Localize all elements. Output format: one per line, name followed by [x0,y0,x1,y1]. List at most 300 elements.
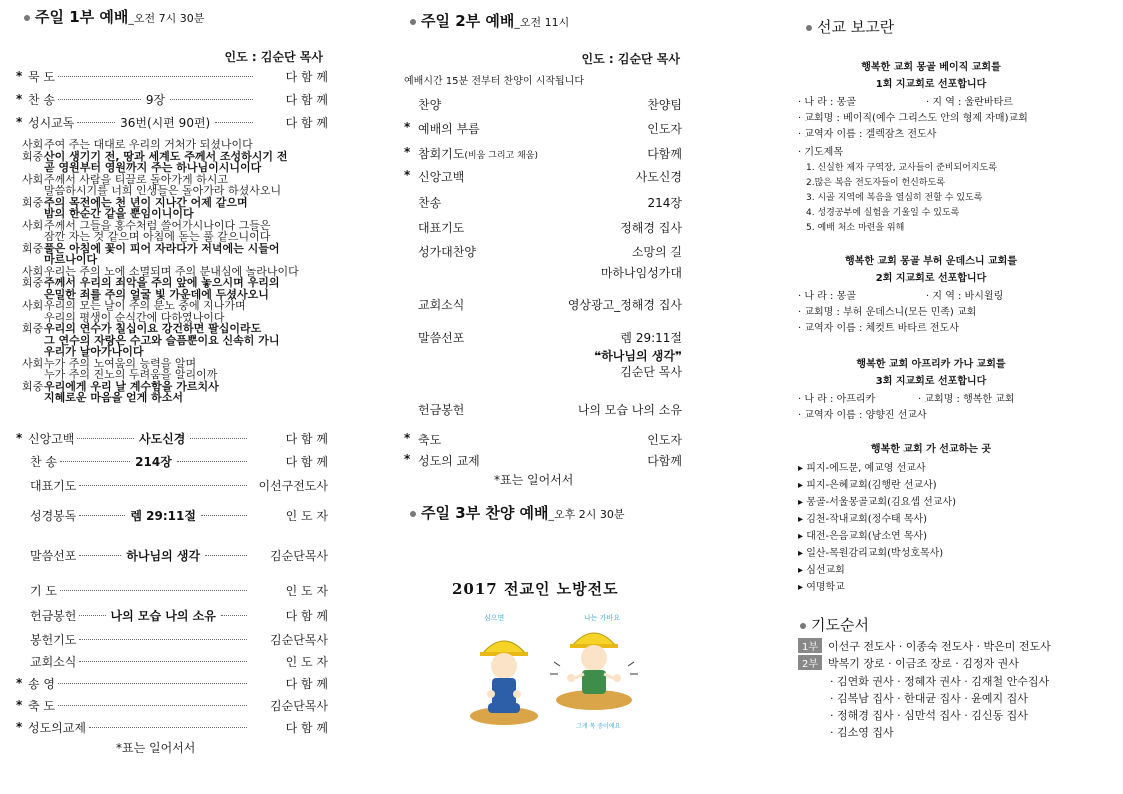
order-leader: 다 함 께 [285,454,328,469]
order-label [416,264,601,281]
support-item [798,561,845,576]
order-leader: 인도자 [647,122,682,136]
reading-text: 주께서 그들을 홍수처럼 쓸어가시나이다 그들은 [44,218,271,232]
reading-speaker: 회중 [22,322,44,335]
order-label-text: 예배의 부름 [418,122,480,136]
mission3-church-text: 교회명 : 행복한 교회 [924,394,1015,405]
reading-line [22,254,328,266]
order-leader: 다함께 [647,147,682,161]
standing-mark: * [16,92,23,106]
order-row [16,91,328,107]
reading-speaker [22,392,44,404]
order-leader: 다 함 께 [285,676,328,691]
mission2-church-text: 교회명 : 부허 운데스니(모든 민족) 교회 [804,307,977,318]
reading-speaker: 사회 [22,264,44,278]
order-detail: 214장 [135,454,172,469]
prayer-order-line: · 김복남 집사 · 한대균 집사 · 윤예지 집사 [830,692,1028,705]
second-service-title: 주일 2부 예배 [421,12,515,30]
first-service-leader: 인도 : 김순단 목사 [224,50,323,64]
order-label [416,431,647,448]
arrow-icon: ▸ [798,531,807,542]
reading-text: 산이 생기기 전, 땅과 세계도 주께서 조성하시기 전 [44,149,288,163]
order-row [16,477,328,493]
bullet-icon [24,15,30,21]
dot-leader [58,683,247,684]
dot-leader [177,461,247,462]
reading-line [22,208,328,220]
dot-leader [58,705,247,706]
reading-text: 주의 목전에는 천 년이 지나간 어제 같으며 [44,195,248,209]
mission3-country: · 나 라 : 아프리카 [798,394,876,405]
order-leader: 찬양팀 [647,98,682,112]
mission1-pastor: · 교역자 이름 : 겔렉잠츠 전도사 [798,129,937,140]
mission3-sub: 3회 지교회로 선포합니다 [875,376,987,387]
standing-mark [404,264,416,281]
standing-mark [404,296,416,313]
prayer-topics-title: · 기도제목 [798,147,843,158]
order-label [416,452,647,469]
order-label: 찬 송 [28,92,55,107]
mission1-pastor-text: 교역자 이름 : 겔렉잠츠 전도사 [804,129,937,140]
reading-speaker: 회중 [22,379,44,393]
reading-text: 우리는 주의 노에 소멸되며 주의 분내심에 놀라나이다 [44,264,299,278]
mission1-church: · 교회명 : 베이직(예수 그리스도 안의 형제 자매)교회 [798,113,1028,124]
support-item-text: 피지-에드문, 예교영 선교사 [806,463,926,474]
order-leader: 다 함 께 [285,69,328,84]
order-label-text: 찬송 [418,196,442,210]
reading-speaker [22,185,44,197]
order-row [16,675,328,691]
order-label [416,96,647,113]
second-service-note: 예배시간 15분 전부터 찬양이 시작됩니다 [404,76,584,87]
arrow-icon: ▸ [798,548,807,559]
second-service-leader: 인도 : 김순단 목사 [581,52,680,66]
outreach-illustration [464,608,664,738]
order-label-text: 참회기도 [418,147,465,161]
mission3-country-text: 나 라 : 아프리카 [804,394,876,405]
order-label: 찬 송 [30,454,57,469]
reading-text: 누가 주의 진노의 두려움을 알리이까 [44,368,218,381]
standing-mark: * [404,145,411,159]
support-item-text: 대전-은음교회(남소연 목사) [806,531,928,542]
order-leader: 나의 모습 나의 소유 [577,403,682,417]
prayer-order-second-text: 박복기 장로 · 이금조 장로 · 김정자 권사 [828,657,1019,670]
order-leader: 소망의 길 [631,245,682,259]
reading-speaker [22,346,44,358]
order-row [404,96,682,113]
order-label: 헌금봉헌 [30,608,77,623]
dot-leader [79,615,105,616]
reading-line [22,139,328,151]
mission2-country: · 나 라 : 몽골 [798,291,856,302]
order-label-text: 대표기도 [418,221,465,235]
dot-leader [79,515,125,516]
order-label: 묵 도 [28,69,55,84]
order-detail: 나의 모습 나의 소유 [110,608,216,623]
order-label-note: (비움 그리고 채움) [464,151,538,161]
third-service-time: _오후 2시 30분 [548,508,625,521]
order-row [16,507,328,523]
order-label [416,401,578,418]
order-label [416,168,636,185]
reading-speaker: 사회 [22,218,44,232]
reading-text: 누가 주의 노여움의 능력을 알며 [44,356,197,370]
support-item [798,459,926,474]
order-row [16,631,328,647]
order-row [404,145,682,162]
order-leader: 정해경 집사 [620,221,682,235]
support-item [798,578,845,593]
reading-text: 주께서 우리의 죄악을 주의 앞에 놓으시며 우리의 [44,276,280,289]
order-label [416,120,647,137]
reading-line [22,231,328,243]
order-leader: 인 도 자 [285,654,328,669]
reading-speaker [22,162,44,174]
prayer-order-line: · 정해경 집사 · 심만석 집사 · 김신동 집사 [830,709,1028,722]
prayer-topic: 5. 예배 처소 마련을 위해 [806,223,905,233]
mission1-country-text: 나 라 : 몽골 [804,97,856,108]
dot-leader [79,639,247,640]
order-row [404,329,682,346]
mission3-church: · 교회명 : 행복한 교회 [918,394,1015,405]
mission2-sub: 2회 지교회로 선포합니다 [875,273,987,284]
order-label [416,145,647,162]
mission1-region: · 지 역 : 울란바타르 [926,97,1013,108]
reading-speaker [22,208,44,220]
reading-text: 말씀하시기를 너희 인생들은 돌아가라 하셨사오니 [44,184,282,197]
order-leader: 다 함 께 [285,720,328,735]
order-row [404,120,682,137]
child-left-figure [470,641,538,725]
order-leader: 마하나임성가대 [600,266,682,280]
reading-speaker: 사회 [22,172,44,186]
mission2-pastor-text: 교역자 이름 : 체컷트 바타르 전도사 [804,323,959,334]
standing-mark: * [404,120,411,134]
order-leader: 다함께 [647,454,682,468]
mission1-sub: 1회 지교회로 선포합니다 [875,79,987,90]
dot-leader [77,438,134,439]
reading-speaker: 회중 [22,149,44,163]
dot-leader [201,515,247,516]
reading-text: 우리가 날아가나이다 [44,345,144,358]
standing-mark: * [16,431,23,445]
order-row [404,296,682,313]
order-row [16,114,328,130]
reading-text: 주여 주는 대대로 우리의 거처가 되셨나이다 [44,138,253,151]
column-first-service [16,0,328,794]
order-row [404,363,682,380]
order-leader: 인도자 [647,433,682,447]
order-row [404,401,682,418]
first-service-tag: 1부 [798,638,822,653]
order-label-text: 축도 [418,433,442,447]
order-label: 성도의교제 [28,720,86,735]
dot-leader [170,99,253,100]
dot-leader [205,555,247,556]
prayer-topic: 3. 시골 지역에 복음을 열심히 전할 수 있도록 [806,193,983,203]
standing-mark: * [16,69,23,83]
support-item [798,544,943,559]
prayer-order-line: · 김소영 집사 [830,726,894,739]
standing-mark: * [16,720,23,734]
reading-text: 지혜로운 마음을 얻게 하소서 [44,391,183,404]
support-item-text: 몽골-서울몽골교회(김요셉 선교사) [806,497,957,508]
order-leader: 이선구전도사 [258,478,328,493]
mission2-region-text: 지 역 : 바시윌링 [932,291,1004,302]
reading-text: 은밀한 죄를 주의 얼굴 빛 가운데에 두셨사오니 [44,287,269,301]
order-label: 신앙고백 [28,431,75,446]
order-label [416,219,620,236]
support-title: 행복한 교회 가 선교하는 곳 [870,444,992,455]
bubble-left-text: 심으면 [484,614,505,622]
mission3-pastor-text: 교역자 이름 : 양향진 선교사 [804,410,927,421]
prayer-order-line: · 김연화 권사 · 정혜자 권사 · 김재철 안수집사 [830,675,1050,688]
standing-mark [404,347,416,364]
support-item [798,493,956,508]
arrow-icon: ▸ [798,565,807,576]
reading-line [22,162,328,174]
first-service-footnote: *표는 일어서서 [116,741,196,755]
dot-leader [79,661,247,662]
order-leader: 김순단목사 [270,632,328,647]
order-label [416,194,648,211]
order-leader: 김순단목사 [270,698,328,713]
reading-text: 밤의 한순간 같을 뿐임이니이다 [44,207,194,220]
third-service-header [410,502,625,523]
order-row [16,430,328,446]
standing-mark [404,363,416,380]
order-row [16,653,328,669]
reading-speaker: 회중 [22,276,44,289]
mission2-title: 행복한 교회 몽골 부허 운데스니 교회를 [845,256,1017,267]
order-detail: 9장 [145,92,166,107]
order-leader: 다 함 께 [285,431,328,446]
order-leader: 영상광고_정해경 집사 [567,298,682,312]
order-row [16,697,328,713]
mission1-title: 행복한 교회 몽골 베이직 교회를 [861,62,1001,73]
dot-leader [221,615,247,616]
first-service-header [24,6,204,27]
standing-mark [404,243,416,260]
mission3-pastor: · 교역자 이름 : 양향진 선교사 [798,410,927,421]
standing-mark [404,219,416,236]
reading-text: 그 연수의 자랑은 수고와 슬픔뿐이요 신속히 가니 [44,333,280,347]
order-label-text: 헌금봉헌 [418,403,465,417]
reading-line [22,392,328,404]
standing-mark: * [16,676,23,690]
support-item-text: 여명학교 [806,582,845,593]
bullet-icon [410,19,416,25]
order-label-text: 교회소식 [418,298,465,312]
outreach-title: 2017 전교인 노방전도 [452,580,619,598]
order-detail: 36번(시편 90편) [120,115,211,130]
arrow-icon: ▸ [798,480,807,491]
arrow-icon: ▸ [798,514,807,525]
mission1-country: · 나 라 : 몽골 [798,97,856,108]
mission-report-header [806,16,894,37]
order-label [416,363,620,380]
reading-line [22,185,328,197]
standing-mark [404,401,416,418]
order-leader: 다 함 께 [285,608,328,623]
order-label: 송 영 [28,676,55,691]
first-service-time: _오전 7시 30분 [128,12,205,25]
reading-line [22,277,328,289]
order-row [16,453,328,469]
support-item [798,510,927,525]
order-label: 교회소식 [30,654,77,669]
arrow-icon: ▸ [798,497,807,508]
dot-leader [190,438,247,439]
reading-text: 우리에게 우리 날 계수함을 가르치사 [44,379,219,393]
bullet-icon [800,623,806,629]
order-label [416,329,620,346]
column-second-service [404,0,686,794]
support-item-text: 심선교회 [806,565,845,576]
order-label: 성시교독 [28,115,75,130]
reading-text: 풀은 아침에 꽃이 피어 자라다가 저녁에는 시들어 [44,241,280,255]
reading-text: 마르나이다 [44,253,98,266]
third-service-title: 주일 3부 찬양 예배 [421,504,549,522]
prayer-order-title: 기도순서 [811,616,869,634]
order-label: 축 도 [28,698,55,713]
standing-mark [404,96,416,113]
reading-text: 우리의 모든 날이 주의 분노 중에 지나가며 [44,299,246,312]
bullet-icon [410,511,416,517]
support-item [798,527,927,542]
prayer-topic: 1. 신실한 제자 구역장, 교사들이 준비되어지도록 [806,163,997,173]
dot-leader [58,99,141,100]
second-service-footnote: *표는 일어서서 [494,473,574,487]
order-label: 기 도 [30,583,57,598]
support-item-text: 일산-목원감리교회(박성호목사) [806,548,944,559]
reading-text: 우리의 평생이 순식간에 다하였나이다 [44,310,225,324]
order-leader: 인 도 자 [285,583,328,598]
reading-line [22,369,328,381]
mission2-region: · 지 역 : 바시윌링 [926,291,1004,302]
reading-speaker [22,254,44,266]
order-row [404,431,682,448]
reading-speaker: 사회 [22,138,44,151]
second-service-header [410,10,569,31]
prayer-topics-title-text: 기도제목 [804,147,843,158]
dot-leader [79,485,247,486]
mission3-title: 행복한 교회 아프리카 가나 교회를 [856,359,1006,370]
order-leader: 김순단목사 [270,548,329,563]
prayer-order-second [798,655,1019,671]
order-detail: 하나님의 생각 [126,548,201,563]
order-row [404,264,682,281]
dot-leader [58,76,253,77]
reading-line [22,323,328,335]
order-row [16,68,328,84]
prayer-topic: 2.많은 복음 전도자들이 헌신하도록 [806,178,945,188]
reading-text: 잠깐 자는 것 같으며 아침에 돋는 풀 같으니이다 [44,230,271,243]
order-row [16,719,328,735]
reading-speaker: 회중 [22,241,44,255]
support-item-text: 피지-은혜교회(김행란 선교사) [806,480,937,491]
order-label [416,347,594,364]
mission1-church-text: 교회명 : 베이직(예수 그리스도 안의 형제 자매)교회 [804,113,1028,124]
bullet-icon [806,25,812,31]
order-row [16,607,328,623]
order-row [16,582,328,598]
order-label-text: 성도의 교제 [418,454,480,468]
order-row [404,194,682,211]
reading-speaker [22,231,44,243]
order-row [404,168,682,185]
order-leader: ❝하나님의 생각❞ [594,349,682,363]
mission-report-title: 선교 보고란 [817,18,895,36]
second-service-tag: 2부 [798,655,822,670]
reading-text: 곧 영원부터 영원까지 주는 하나님이시니이다 [44,161,262,174]
order-leader: 인 도 자 [285,508,328,523]
standing-mark: * [404,431,411,445]
order-leader: 김순단 목사 [620,365,682,379]
order-label-text: 말씀선포 [418,331,465,345]
dot-leader [215,122,253,123]
bubble-bottom-text: 그게 목 중이에요 [576,723,621,730]
order-row [404,243,682,260]
order-detail: 사도신경 [139,431,186,446]
order-row [16,547,328,563]
mission1-region-text: 지 역 : 울란바타르 [932,97,1013,108]
reading-speaker: 회중 [22,195,44,209]
reading-text: 주께서 사람을 티끌로 돌아가게 하시고 [44,172,229,186]
dot-leader [89,727,247,728]
support-item [798,476,937,491]
second-service-time: _오전 11시 [514,16,570,29]
order-label: 봉헌기도 [30,632,77,647]
prayer-order-first-text: 이선구 전도사 · 이종숙 전도사 · 박은미 전도사 [828,640,1051,653]
arrow-icon: ▸ [798,463,807,474]
order-label-text: 성가대찬양 [418,245,476,259]
order-leader: 214장 [647,196,682,210]
reading-text: 우리의 연수가 칠십이요 강건하면 팔십이라도 [44,322,262,335]
prayer-topic: 4. 성경공부에 실험을 기울일 수 있도록 [806,208,960,218]
standing-mark: * [404,452,411,466]
dot-leader [60,461,130,462]
reading-speaker [22,335,44,347]
first-service-title: 주일 1부 예배 [35,8,129,26]
order-leader: 다 함 께 [285,115,328,130]
order-row [404,347,682,364]
support-item-text: 김천-작내교회(정수태 목사) [806,514,928,525]
standing-mark: * [404,168,411,182]
order-leader: 사도신경 [635,170,682,184]
standing-mark: * [16,115,23,129]
dot-leader [77,122,115,123]
mission2-country-text: 나 라 : 몽골 [804,291,856,302]
mission2-pastor: · 교역자 이름 : 체컷트 바타르 전도사 [798,323,959,334]
order-label [416,296,568,313]
order-detail: 렘 29:11절 [130,508,196,523]
reading-line [22,300,328,312]
reading-line [22,346,328,358]
child-right-figure [550,633,638,710]
order-label-text: 찬양 [418,98,442,112]
reading-speaker [22,369,44,381]
order-label: 성경봉독 [30,508,77,523]
mission2-church: · 교회명 : 부허 운데스니(모든 민족) 교회 [798,307,977,318]
column-mission-report [796,0,1096,794]
dot-leader [60,590,247,591]
standing-mark: * [16,698,23,712]
order-label: 대표기도 [30,478,77,493]
order-label [416,243,632,260]
order-leader: 다 함 께 [285,92,329,107]
prayer-order-header [800,614,869,635]
